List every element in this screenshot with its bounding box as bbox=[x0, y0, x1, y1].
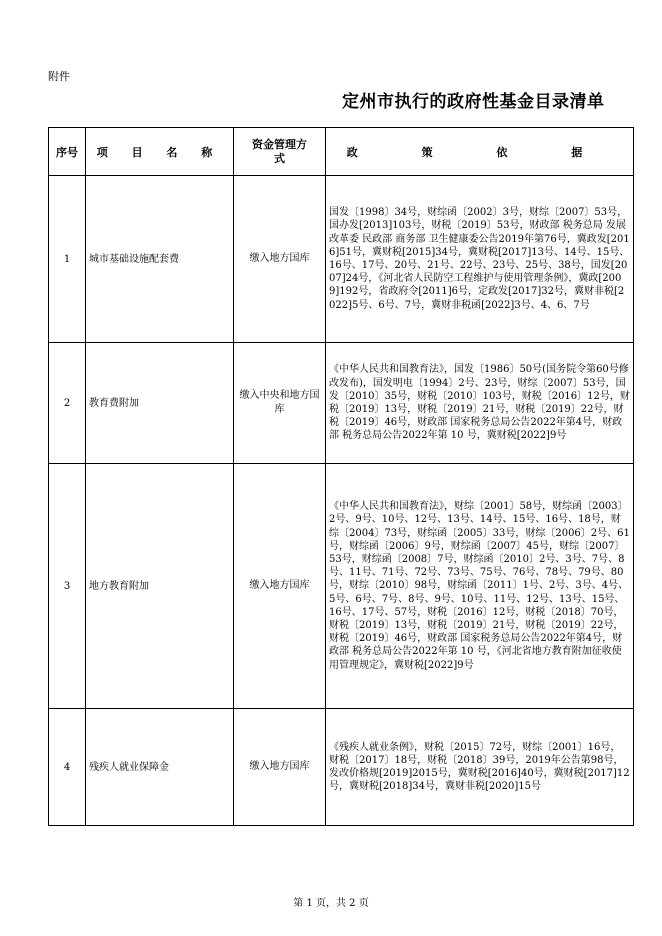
header-project-name: 项 目 名 称 bbox=[86, 128, 234, 176]
row-policy-basis: 《中华人民共和国教育法》，国发〔1986〕50号(国务院令第60号修改发布)，国发明电〔1994〕2号、23号，财综〔2007〕53号，国发〔2010〕35号，财税〔2010〕103号，财税〔2016〕12号，财税〔2019〕13号，财税〔2019〕21号，财税〔2019〕22号，财税〔2019〕46号，财政部 国家税务总局公告2022年第4号，财政部 税务总局公告2022年第 10 号，冀财税[2022]9号 bbox=[326, 343, 634, 464]
row-project-name: 地方教育附加 bbox=[86, 464, 234, 709]
row-project-name: 城市基础设施配套费 bbox=[86, 176, 234, 343]
row-fund-method: 缴入地方国库 bbox=[234, 709, 326, 826]
row-policy-basis: 国发〔1998〕34号，财综函〔2002〕3号，财综〔2007〕53号，国办发[2013]103号，财税〔2019〕53号，财政部 税务总局 发展改革委 民政部 商务部 卫生健康委公告2019年第76号，冀政发[2016]51号，冀财税[2015]34号，冀财税[2017]13号、14号、15号、16号、17号、20号、21号、22号、23号、25号、38号，国发[2007]24号，《河北省人民防空工程维护与使用管理条例》，冀政[2009]192号，省政府令[2011]6号，定政发[2017]32号，冀财非税[2022]5号、6号、7号，冀财非税函[2022]3号、4、6、7号 bbox=[326, 176, 634, 343]
header-fund-method-text: 资金管理方式 bbox=[252, 137, 307, 165]
attachment-label: 附件 bbox=[48, 70, 70, 83]
row-seq: 2 bbox=[49, 343, 86, 464]
table-row bbox=[49, 464, 634, 709]
table-row bbox=[49, 176, 634, 343]
document-title: 定州市执行的政府性基金目录清单 bbox=[342, 92, 605, 112]
row-policy-basis: 《中华人民共和国教育法》，财综〔2001〕58号，财综函〔2003〕2号、9号、10号、12号、13号、14号、15号、16号、18号，财综〔2004〕73号，财综函〔2005〕33号，财综〔2006〕2号、61号，财综函〔2006〕9号，财综函〔2007〕45号，财综〔2007〕53号，财综函〔2008〕7号，财综函〔2010〕2号、3号、7号、8号、11号、71号、72号、73号、75号、76号、78号、79号、80号，财综〔2010〕98号，财综函〔2011〕1号、2号、3号、4号、5号、6号、7号、8号、9号、10号、11号、12号、13号、15号、16号、17号、57号，财税〔2016〕12号，财税〔2018〕70号，财税〔2019〕13号，财税〔2019〕21号，财税〔2019〕22号，财税〔2019〕46号，财政部 国家税务总局公告2022年第4号，财政部 税务总局公告2022年第 10 号，《河北省地方教育附加征收使用管理规定》，冀财税[2022]9号 bbox=[326, 464, 634, 709]
header-seq: 序号 bbox=[49, 128, 86, 176]
row-seq: 3 bbox=[49, 464, 86, 709]
fund-catalog-table bbox=[48, 127, 634, 826]
row-fund-method bbox=[234, 343, 326, 464]
header-fund-method bbox=[234, 128, 326, 176]
row-project-name: 残疾人就业保障金 bbox=[86, 709, 234, 826]
header-policy-basis: 政 策 依 据 bbox=[326, 128, 634, 176]
row-seq: 4 bbox=[49, 709, 86, 826]
table-row bbox=[49, 343, 634, 464]
row-fund-method-text: 缴入中央和地方国库 bbox=[239, 390, 320, 415]
table-row bbox=[49, 709, 634, 826]
row-policy-basis: 《残疾人就业条例》，财税〔2015〕72号，财综〔2001〕16号，财税〔2017〕18号，财税〔2018〕39号，2019年公告第98号，发改价格规[2019]2015号，冀财税[2016]40号，冀财税[2017]12号，冀财税[2018]34号，冀财非税[2020]15号 bbox=[326, 709, 634, 826]
row-fund-method: 缴入地方国库 bbox=[234, 464, 326, 709]
table-header-row bbox=[49, 128, 634, 176]
row-seq: 1 bbox=[49, 176, 86, 343]
row-project-name: 教育费附加 bbox=[86, 343, 234, 464]
page-footer: 第 1 页，共 2 页 bbox=[293, 898, 369, 909]
row-fund-method: 缴入地方国库 bbox=[234, 176, 326, 343]
